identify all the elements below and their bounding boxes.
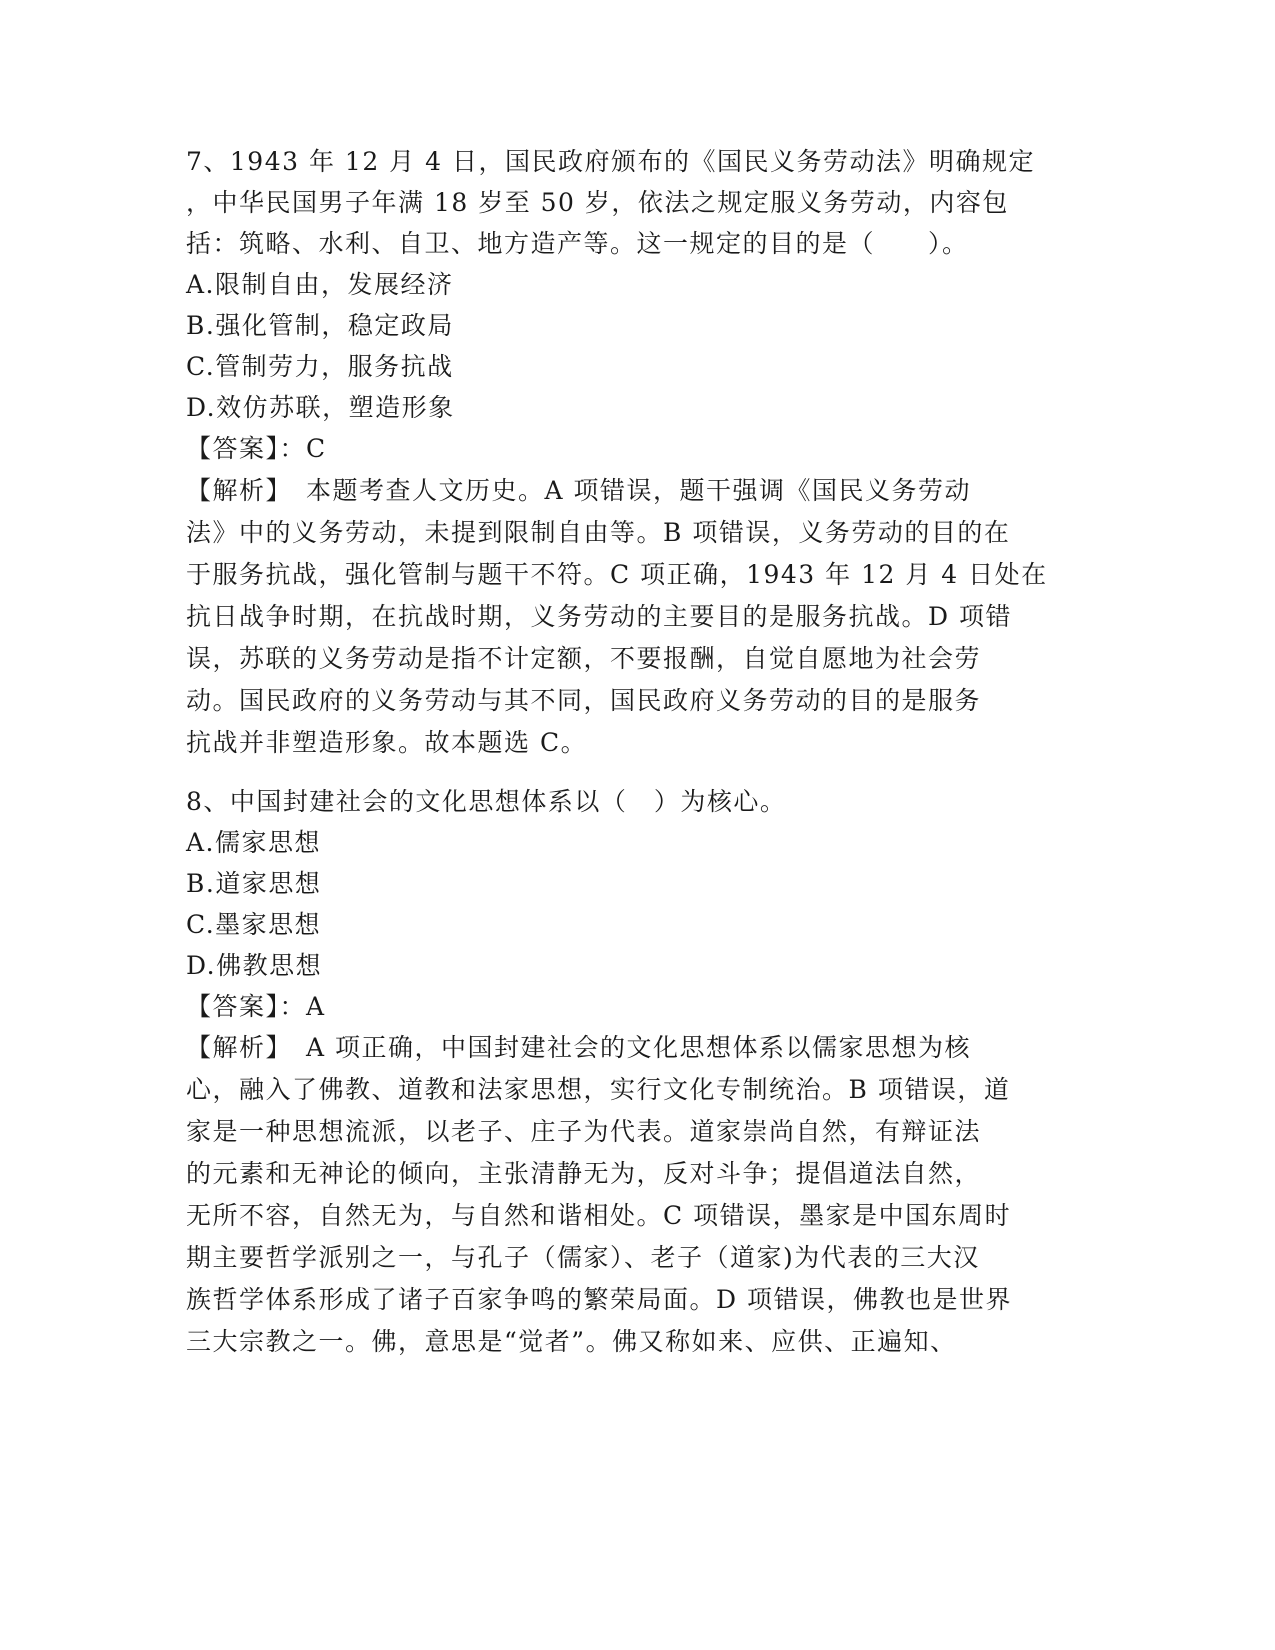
analysis-line: 动。国民政府的义务劳动与其不同，国民政府义务劳动的目的是服务 — [186, 686, 982, 715]
option-a: A.儒家思想 — [186, 828, 322, 857]
option-b: B.强化管制，稳定政局 — [186, 311, 454, 340]
analysis-line: 于服务抗战，强化管制与题干不符。C 项正确，1943 年 12 月 4 日处在 — [186, 560, 1048, 589]
question-stem-line: 8、中国封建社会的文化思想体系以（ ）为核心。 — [186, 787, 787, 816]
analysis-line: 心，融入了佛教、道教和法家思想，实行文化专制统治。B 项错误，道 — [186, 1075, 1011, 1104]
analysis-line: 三大宗教之一。佛，意思是“觉者”。佛又称如来、应供、正遍知、 — [186, 1327, 957, 1356]
analysis-line: 族哲学体系形成了诸子百家争鸣的繁荣局面。D 项错误，佛教也是世界 — [186, 1285, 1012, 1314]
analysis-line: 抗日战争时期，在抗战时期，义务劳动的主要目的是服务抗战。D 项错 — [186, 602, 1012, 631]
answer-line: 【答案】：C — [186, 434, 327, 463]
analysis-line: 家是一种思想流派，以老子、庄子为代表。道家崇尚自然，有辩证法 — [186, 1117, 982, 1146]
analysis-line: 的元素和无神论的倾向，主张清静无为，反对斗争；提倡道法自然， — [186, 1159, 982, 1188]
analysis-line: 法》中的义务劳动，未提到限制自由等。B 项错误，义务劳动的目的在 — [186, 518, 1011, 547]
analysis-line: 抗战并非塑造形象。故本题选 C。 — [186, 728, 588, 757]
answer-line: 【答案】：A — [186, 992, 326, 1021]
option-c: C.管制劳力，服务抗战 — [186, 352, 454, 381]
question-stem-line: 括：筑略、水利、自卫、地方造产等。这一规定的目的是（ ）。 — [186, 229, 969, 258]
analysis-line: 【解析】 A 项正确，中国封建社会的文化思想体系以儒家思想为核 — [186, 1033, 972, 1062]
analysis-line: 期主要哲学派别之一，与孔子（儒家）、老子（道家)为代表的三大汉 — [186, 1243, 980, 1272]
option-d: D.佛教思想 — [186, 951, 323, 980]
option-d: D.效仿苏联，塑造形象 — [186, 393, 455, 422]
option-c: C.墨家思想 — [186, 910, 322, 939]
option-b: B.道家思想 — [186, 869, 322, 898]
question-stem-line: 7、1943 年 12 月 4 日，国民政府颁布的《国民义务劳动法》明确规定 — [186, 147, 1035, 176]
analysis-line: 误，苏联的义务劳动是指不计定额，不要报酬，自觉自愿地为社会劳 — [186, 644, 982, 673]
analysis-line: 无所不容，自然无为，与自然和谐相处。C 项错误，墨家是中国东周时 — [186, 1201, 1012, 1230]
question-stem-line: ，中华民国男子年满 18 岁至 50 岁，依法之规定服义务劳动，内容包 — [186, 188, 1009, 217]
option-a: A.限制自由，发展经济 — [186, 270, 454, 299]
analysis-line: 【解析】 本题考查人文历史。A 项错误，题干强调《国民义务劳动 — [186, 476, 972, 505]
